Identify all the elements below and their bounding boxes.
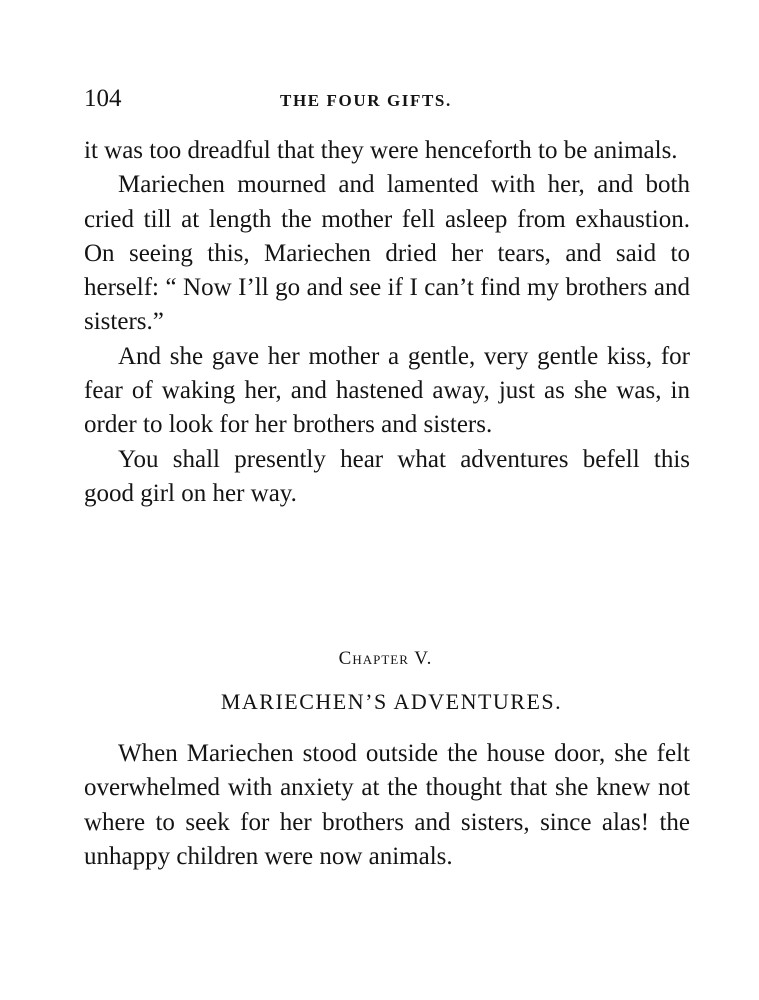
page-number: 104 [84, 85, 122, 112]
text-block-chapter-opening [84, 737, 690, 874]
paragraph: And she gave her mother a gentle, very gentle kiss, for fear of waking her, and hastened away, just as she was, in order to look for her brothers and sisters. [84, 342, 690, 439]
paragraph: it was too dreadful that they were henceforth to be animals. [84, 137, 678, 164]
paragraph: You shall presently hear what adventures befell this good girl on her way. [84, 445, 690, 507]
paragraph: When Mariechen stood outside the house door, she felt overwhelmed with anxiety at the thought that she knew not where to seek for her brothers and sisters, since alas! the unhappy children were now animals. [84, 740, 690, 870]
text-block-before-chapter [84, 134, 690, 511]
chapter-number: Chapter V. [338, 648, 433, 669]
chapter-title: MARIECHEN’S ADVENTURES. [220, 689, 563, 714]
running-title: THE FOUR GIFTS. [280, 91, 452, 110]
running-header [84, 82, 690, 116]
paragraph: Mariechen mourned and lamented with her, and both cried till at length the mother fell asleep from exhaustion. On seeing this, Mariechen dried her tears, and said to herself: “ Now I’ll go and see if I can’t find my brothers and sisters.” [84, 171, 690, 336]
